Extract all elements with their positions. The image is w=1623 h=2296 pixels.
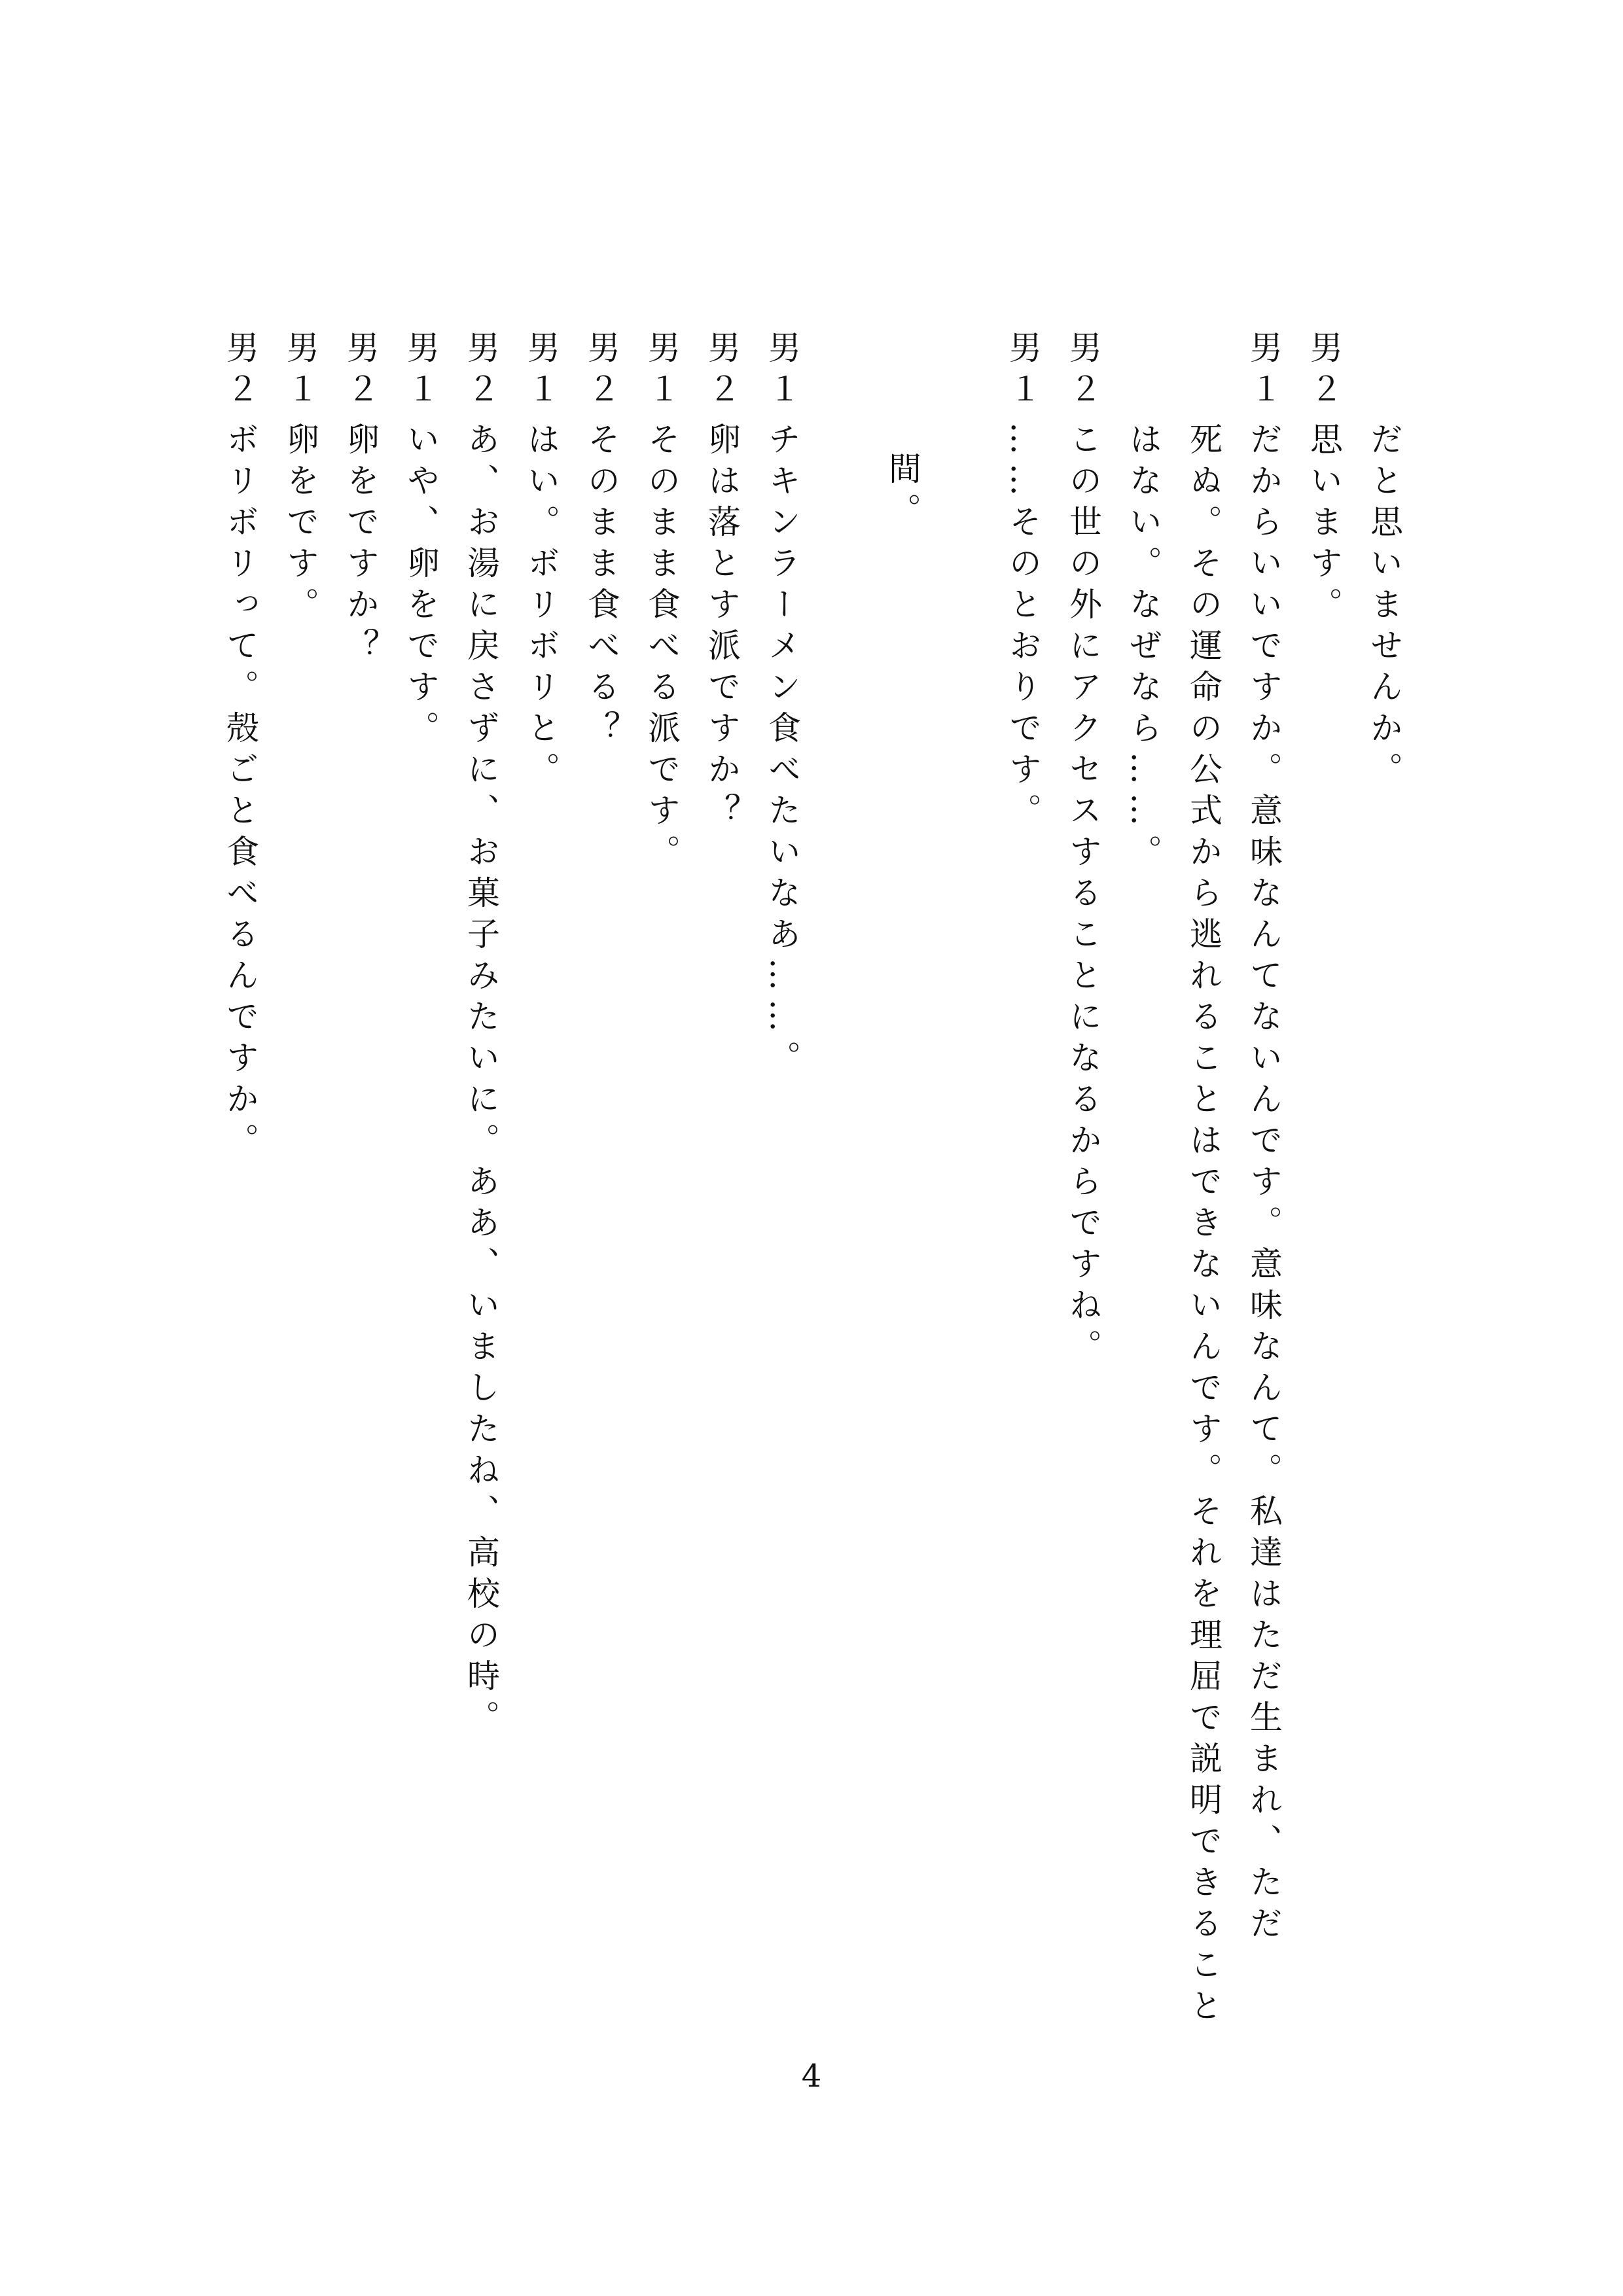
dialogue-text: あ、お湯に戻さずに、お菓子みたいに。ああ、いましたね、高校の時。 — [462, 422, 500, 1741]
dialogue-text: 卵をです。 — [281, 422, 319, 628]
script-line — [582, 330, 620, 752]
script-line — [221, 330, 259, 1164]
speaker-label: 男１ — [763, 330, 801, 413]
script-line — [1004, 330, 1042, 834]
speaker-label: 男１ — [1004, 330, 1042, 413]
speaker-label: 男２ — [1064, 330, 1102, 413]
script-line — [1124, 330, 1162, 875]
dialogue-text: 卵をですか？ — [342, 422, 380, 669]
script-line — [462, 330, 500, 1741]
script-line — [1245, 330, 1283, 1947]
dialogue-text: はい。ボリボリと。 — [522, 422, 560, 793]
speaker-label: 男２ — [342, 330, 380, 413]
script-line — [763, 330, 801, 1082]
speaker-label: 男１ — [1245, 330, 1283, 413]
dialogue-text: だと思いませんか。 — [1365, 422, 1403, 793]
script-line — [522, 330, 560, 793]
dialogue-text: はない。なぜなら……。 — [1124, 422, 1162, 875]
dialogue-text: この世の外にアクセスすることになるからですね。 — [1064, 422, 1102, 1370]
speaker-label: 男１ — [402, 330, 440, 413]
dialogue-text: そのまま食べる派です。 — [643, 422, 681, 875]
speaker-label: 男１ — [522, 330, 560, 413]
script-line — [281, 330, 319, 628]
page-number: 4 — [801, 2058, 822, 2094]
script-line — [1064, 330, 1102, 1370]
dialogue-text: だからいいですか。意味なんてないんです。意味なんて。私達はただ生まれ、ただ — [1245, 422, 1283, 1947]
dialogue-text: ……そのとおりです。 — [1004, 422, 1042, 834]
speaker-label: 男１ — [281, 330, 319, 413]
speaker-label: 男２ — [221, 330, 259, 413]
speaker-label: 男２ — [462, 330, 500, 413]
script-line — [1187, 330, 1220, 2030]
dialogue-text: 死ぬ。その運命の公式から逃れることはできないんです。それを理屈で説明できること — [1185, 422, 1222, 2030]
speaker-label: 男１ — [643, 330, 681, 413]
script-line — [643, 330, 681, 875]
dialogue-text: いや、卵をです。 — [402, 422, 440, 752]
speaker-label — [1368, 330, 1400, 422]
speaker-label: 男２ — [582, 330, 620, 413]
script-line — [1305, 330, 1343, 628]
stage-direction: 間。 — [883, 451, 921, 534]
script-line — [1365, 330, 1403, 793]
dialogue-text: そのまま食べる？ — [582, 422, 620, 752]
script-line — [342, 330, 380, 669]
dialogue-text: チキンラーメン食べたいなあ……。 — [763, 422, 801, 1082]
dialogue-text: 卵は落とす派ですか？ — [703, 422, 741, 834]
script-line — [402, 330, 440, 752]
speaker-label: 男２ — [703, 330, 741, 413]
script-line — [703, 330, 741, 834]
dialogue-text: 思います。 — [1305, 422, 1343, 628]
dialogue-text: ボリボリって。殻ごと食べるんですか。 — [221, 422, 259, 1164]
speaker-label: 男２ — [1305, 330, 1343, 413]
